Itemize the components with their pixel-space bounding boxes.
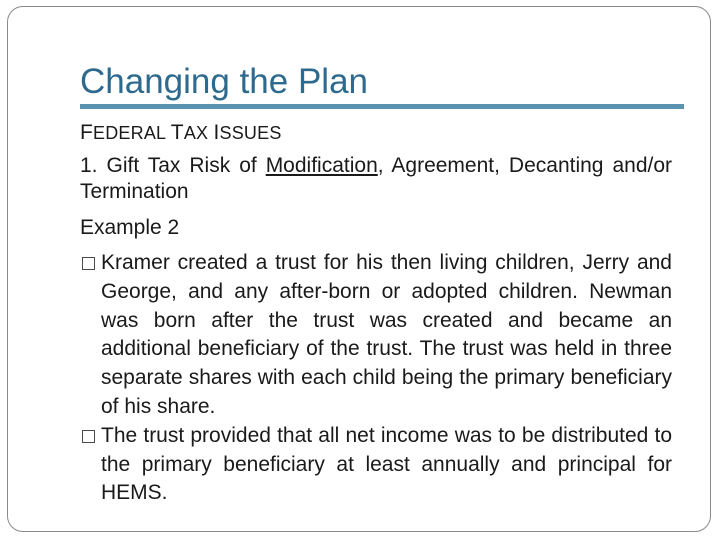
bullet-item [80,249,672,422]
slide-body [80,118,672,508]
checkbox-square-icon [82,257,95,270]
bullet-item [80,422,672,508]
item1-underlined-term: Modification [265,154,378,177]
slide-title: Changing the Plan [80,62,368,101]
heading-initial-i: I [213,121,220,144]
heading-initial-t: T [170,121,184,144]
checkbox-square-icon [82,430,95,443]
title-underline-rule [80,104,684,109]
heading-rest-ax: AX [183,123,214,143]
item1-suffix: , Agreement, Decanting and/or Termination [80,154,673,203]
heading-initial-f: F [80,121,94,144]
heading-rest-ssues: SSUES [219,123,282,143]
example-label: Example 2 [80,216,180,239]
item1-prefix: 1. Gift Tax Risk of [80,154,266,177]
numbered-item-1 [80,153,672,205]
section-heading [80,118,672,148]
bullet-text: Kramer created a trust for his then living children, Jerry and George, and any after-born or adopted children. Newman was born after the trust was created and became an additional beneficiary of the trust. The trust was held in three separate shares with each child being the primary beneficiary of his share. [101,251,672,418]
bullet-text: The trust provided that all net income was to be distributed to the primary beneficiary at least annually and principal for HEMS. [101,423,672,505]
heading-rest-ederal: EDERAL [93,123,171,143]
